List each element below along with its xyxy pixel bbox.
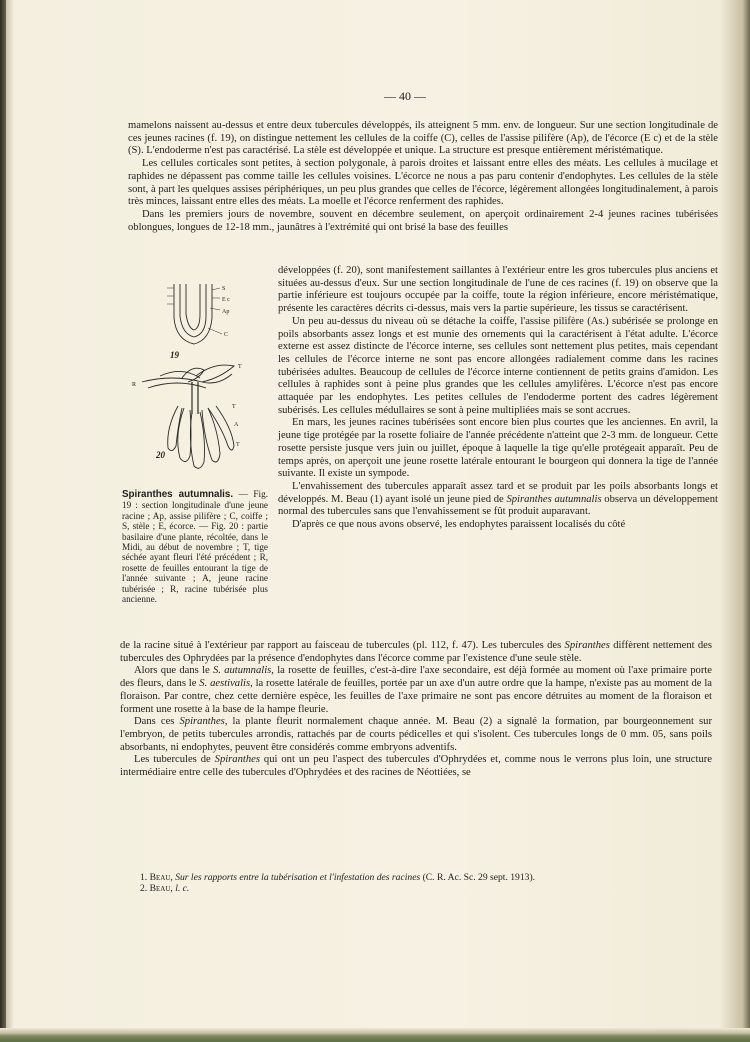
- genus-name: Spiranthes: [564, 640, 610, 651]
- text-run: qui ont un peu l'aspect des tubercules d'Ophrydées et, comme nous le verrons plus loin, une structure intermédiaire entre celle des tubercules d'Ophrydées et des racines de Néottiées, se: [120, 754, 712, 779]
- paragraph: [120, 665, 712, 716]
- body-text-top: [128, 120, 718, 234]
- footnote-number: 1.: [140, 872, 150, 883]
- paragraph: [120, 640, 712, 665]
- label-t3: T: [236, 442, 240, 448]
- label-t: T: [238, 364, 242, 370]
- species-name: S. aestivalis: [199, 678, 251, 690]
- paragraph: [120, 754, 712, 779]
- footnote-2: [140, 883, 700, 894]
- figure-spiranthes: [122, 278, 270, 488]
- page-number: — 40 —: [384, 89, 426, 103]
- footnote-author: Beau: [149, 872, 171, 883]
- label-s: S: [222, 286, 226, 292]
- text-run: de la racine situé à l'extérieur par rapport au faisceau de tubercules (pl. 112, f. 47). Les tubercules des: [120, 640, 565, 651]
- footnote-reference: l. c.: [175, 883, 190, 894]
- body-text-right-column: [278, 265, 718, 532]
- paragraph: Un peu au-dessus du niveau où se détache la coiffe, l'assise pilifère (As.) subérisée se prolonge en poils absorbants assez longs et est munie des ornements qui la caractérisent à l'état adulte. L'écorce externe est assez distincte de l'écorce interne, ses cellules sont nettement plus petites, mais cependant les cellules de l'écorce interne ne sont pas encore allongées radialement comme dans les racines tubérisées adultes. Beaucoup de cellules de l'écorce interne contiennent de petits grains d'amidon. Les cellules à raphides sont à peine plus grandes que les cellules amylifères. L'écorce n'est pas encore attaquée par les endophytes. Les petites cellules de l'endoderme portent des cadres légèrement subérisés. Les cellules médullaires se sont à peine multipliées mais se sont accrues.: [278, 315, 718, 416]
- text-run: diffèrent nettement des tubercules des Ophrydées par la présence d'endophytes dans l'écorce comme par l'existence d'une seule stèle.: [120, 640, 712, 664]
- label-r: R: [132, 382, 137, 388]
- text-run: Les tubercules de: [134, 754, 215, 766]
- book-binding-shadow: [0, 0, 6, 1042]
- paragraph: Les cellules corticales sont petites, à section polygonale, à parois droites et laissant entre elles des méats. Les cellules à mucilage et raphides ne dépassent pas comme taille les cellules voisines. L'écorce ne nous a pas paru contenir d'endophytes. Les cellules de la stèle sont, à part les quelques assises périphériques, un peu plus grandes que celles de l'écorce, légèrement allongées longitudinalement, à parois très minces, laissant entre elles des méats. La moelle et l'écorce renferment des raphides.: [128, 158, 718, 208]
- label-t2: T: [232, 404, 236, 410]
- genus-name: Spiranthes: [179, 716, 225, 728]
- figure-caption: [122, 489, 268, 604]
- footnote-author: Beau: [149, 883, 171, 894]
- paragraph: mamelons naissent au-dessus et entre deux tubercules développés, ils atteignent 5 mm. env. de longueur. Sur une section longitudinale de ces jeunes racines (f. 19), on distingue nettement les cellules de la coiffe (C), celles de l'assise pilifère (Ap), de l'écorce (E c) et de la stèle (S). L'endoderme n'est pas caractérisé. La stèle est développée et unique. La structure est presque entièrement méristématique.: [128, 120, 718, 157]
- body-text-bottom: [120, 640, 712, 780]
- paragraph: [278, 481, 718, 519]
- fig19-number: 19: [170, 350, 179, 360]
- paragraph: D'après ce que nous avons observé, les endophytes paraissent localisés du côté: [292, 519, 626, 531]
- separator: ,: [170, 872, 176, 883]
- footnote-1: [140, 872, 700, 883]
- species-name: S. autumnalis: [212, 665, 272, 677]
- text-run: L'envahissement des tubercules apparaît assez tard et se produit par les poils absorbants longs et développés. M. Beau (1) ayant isolé un jeune pied de: [278, 480, 718, 505]
- text-run: , la rosette de feuilles, c'est-à-dire l'axe secondaire, est déjà formée au moment où l'axe primaire porte des fleurs, dans le: [120, 665, 712, 690]
- botanical-drawing: [122, 278, 270, 488]
- paragraph: [120, 716, 712, 754]
- text-run: , la plante fleurit normalement chaque année. M. Beau (2) a signalé la formation, par bourgeonnement sur l'embryon, de petits tubercules arrondis, rattachés par de courts pédicelles et qui s'isolent. Ces tubercules longs de 0 mm. 05, sans poils absorbants, ni endophytes, peuvent être considérés comme embryons adventifs.: [120, 716, 712, 753]
- label-a: A: [234, 422, 239, 428]
- label-c: C: [224, 332, 229, 338]
- separator: ,: [170, 883, 176, 894]
- text-run: Dans ces: [134, 716, 180, 728]
- leaf: [142, 374, 232, 383]
- fig20-number: 20: [156, 450, 165, 460]
- footnotes: [140, 872, 700, 894]
- paragraph: Dans les premiers jours de novembre, souvent en décembre seulement, on aperçoit ordinairement 2-4 jeunes racines tubérisées oblongues, longues de 12-18 mm., jaunâtres à l'extrémité qui ont brisé la base des feuilles: [128, 208, 718, 233]
- footnote-reference: (C. R. Ac. Sc. 29 sept. 1913).: [420, 872, 536, 883]
- label-ap: Ap: [222, 309, 230, 315]
- paragraph: développées (f. 20), sont manifestement saillantes à l'extérieur entre les gros tubercules plus anciens et situées au-dessus d'eux. Sur une section longitudinale de l'une de ces racines (f. 19) on observe que la partie inférieure est toujours occupée par la coiffe, toute la région inférieure, encore méristématique, présente les caractères décrits ci-dessus, mais vers la partie supérieure, les tissus se caractérisent.: [278, 265, 718, 315]
- footnote-title: Sur les rapports entre la tubérisation et l'infestation des racines: [175, 872, 421, 883]
- tuber: [178, 408, 191, 462]
- genus-name: Spiranthes: [214, 754, 260, 766]
- species-name: Spiranthes autumnalis: [506, 493, 602, 505]
- caption-text: — Fig. 19 : section longitudinale d'une jeune racine ; Ap, assise pilifère ; C, coiffe ; S, stèle ; E, écorce. — Fig. 20 : partie basilaire d'une plante, récoltée, dans le Midi, au début de novembre ; T, tige séchée ayant fleuri l'été précédent ; R, rosette de feuilles entourant la tige de l'année suivante ; A, jeune racine tubérisée ; R, racine tubérisée plus ancienne.: [122, 489, 268, 605]
- page-bottom-edge: [0, 1028, 750, 1042]
- caption-title: Spiranthes autumnalis.: [122, 489, 234, 500]
- footnote-number: 2.: [140, 883, 150, 894]
- text-run: observa un développement normal des tubercules sans que l'envahissement se fût produit auparavant.: [278, 493, 718, 518]
- text-run: Alors que dans le: [134, 665, 213, 677]
- paragraph: En mars, les jeunes racines tubérisées sont encore bien plus courtes que les anciennes. En avril, la jeune tige protégée par la rosette foliaire de l'année précédente n'atteint que 2-3 mm. de longueur. Cette rosette persiste jusque vers juin ou juillet, époque à laquelle la tige qu'elle protégeait apparaît. Peu de temps après, on aperçoit une jeune rosette latérale entourant le bourgeon qui donnera la tige de l'année suivante. Il existe un sympode.: [278, 417, 718, 480]
- label-ec: E c: [222, 297, 230, 303]
- text-run: , la rosette latérale de feuilles, portée par un axe d'un autre ordre que la hampe, n'existe pas au moment de la floraison. Par contre, chez cette dernière espèce, les feuilles de l'axe primaire ne sont pas encore détruites au moment de la floraison et forment une rosette à la base de la hampe fleurie.: [120, 678, 712, 715]
